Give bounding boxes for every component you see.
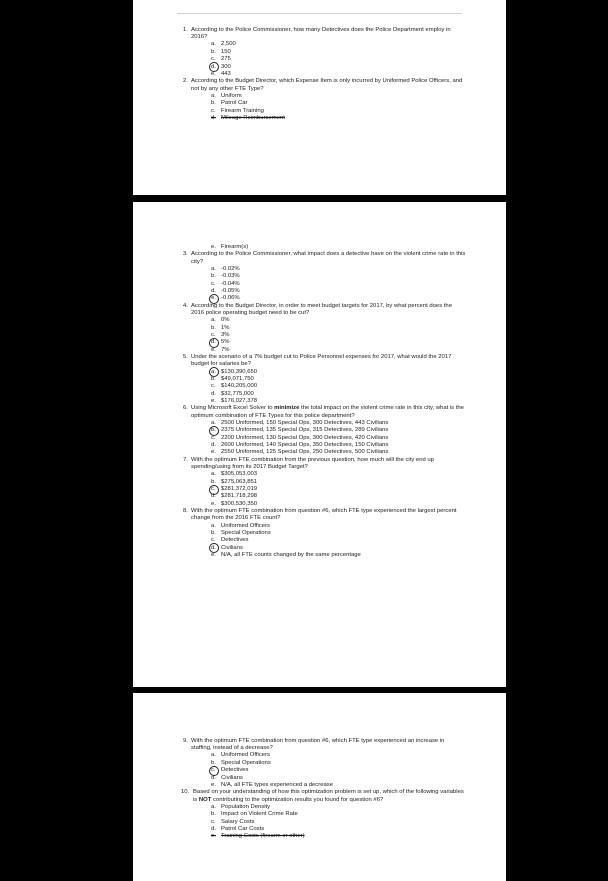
question-number: 3. (183, 251, 188, 258)
question-text: According to the Police Commissioner, how many Detectives does the Police Department employ in 2016? (191, 27, 451, 41)
option-d: d. 2600 Uniformed, 140 Special Ops, 350 Detectives, 150 Civilians (211, 442, 389, 449)
option-d: d. $32,775,000 (211, 390, 254, 397)
option-c: c. Detectives (211, 537, 249, 544)
question-number: 5. (183, 354, 188, 361)
option-a: a. -0.02% (211, 265, 240, 272)
document-page-3 (133, 693, 506, 881)
question-5 (183, 354, 466, 405)
option-e: e. Firearm(s) (211, 244, 249, 250)
question-2-continued (183, 244, 466, 251)
question-text: Based on your understanding of how this optimization problem is set up, which of the following variables is NOT contributing to the optimization results you found for question #6? (193, 789, 464, 803)
option-b: b. $49,071,750 (211, 375, 254, 382)
question-text: Using Microsoft Excel Solver to minimize the total impact on the violent crime rate in this city, what is the optimum combination of FTE Types for this police department? (191, 405, 464, 419)
option-b: b. Special Operations (211, 529, 271, 536)
option-e: e. 2550 Uniformed, 125 Special Ops, 250 Detectives, 500 Civilians (211, 449, 389, 456)
option-d: d. $281,718,298 (211, 493, 258, 500)
question-number: 8. (183, 508, 188, 515)
option-e: e. 443 (211, 70, 231, 77)
option-c: c. 3% (211, 331, 230, 338)
question-4 (183, 303, 466, 354)
option-d-circled: d. 5% (211, 339, 230, 346)
question-number: 7. (183, 456, 188, 463)
header-rule (177, 13, 462, 14)
option-c: c. Firearm Training (211, 107, 264, 114)
option-d-struck: d. Mileage Reimbursement (211, 114, 285, 121)
question-text: With the optimum FTE combination from question #6, which FTE type experienced the largest percent change from the 2016 FTE count? (191, 508, 457, 522)
option-e: e. N/A, all FTE counts changed by the same percentage (211, 552, 361, 559)
option-b: b. $275,063,851 (211, 478, 258, 485)
question-1 (183, 27, 466, 78)
document-page-1 (133, 0, 506, 195)
question-6 (183, 405, 466, 456)
question-number: 1. (183, 27, 188, 33)
question-number: 4. (183, 302, 188, 309)
option-d-circled: d. 300 (211, 63, 231, 70)
question-number: 6. (183, 405, 188, 412)
question-2 (183, 78, 466, 122)
option-c: c. Salary Costs (211, 818, 255, 825)
option-b-circled: b. 2375 Uniformed, 135 Special Ops, 315 Detectives, 289 Civilians (211, 427, 389, 434)
option-a: a. Uniformed Officers (211, 752, 270, 759)
document-page-2 (133, 202, 506, 687)
option-e: e. $176,027,378 (211, 398, 258, 405)
option-c: c. $140,205,000 (211, 383, 258, 390)
question-text: According to the Budget Director, which Expense Item is only incurred by Uniformed Police Officers, and not by any other FTE Type? (191, 78, 463, 92)
option-d: d. -0.05% (211, 287, 240, 294)
option-a: a. 2,500 (211, 41, 236, 48)
option-c-circled: c. $281,372,019 (211, 486, 258, 493)
option-c-circled: c. Detectives (211, 767, 249, 774)
question-number: 10. (181, 789, 190, 796)
option-a-circled: a. $130,390,650 (211, 368, 258, 375)
question-8 (183, 508, 466, 559)
question-text: According to the Budget Director, in order to meet budget targets for 2017, by what percent does the 2016 police operating budget need to be cut? (191, 302, 452, 316)
option-b: b. -0.03% (211, 273, 240, 280)
question-text: With the optimum FTE combination from question #6, which FTE type experienced an increase in staffing, instead of a decrease? (191, 738, 445, 752)
question-3 (183, 251, 466, 302)
emphasis-text: minimize (274, 405, 300, 412)
option-e-struck: e. Training Costs (firearm or other) (211, 833, 305, 840)
option-b: b. 150 (211, 48, 231, 55)
question-9 (183, 738, 466, 789)
option-b: b. Special Operations (211, 759, 271, 766)
page-3-content (183, 738, 466, 841)
option-d: d. Patrol Car Costs (211, 825, 265, 832)
question-text: With the optimum FTE combination from the previous question, how much will the city end up spending/using from its 2017 Budget Target? (191, 456, 434, 471)
option-c: c. 2200 Uniformed, 130 Special Ops, 300 Detectives, 420 Civilians (211, 434, 389, 441)
question-text: According to the Police Commissioner, what impact does a detective have on the violent crime rate in this city? (191, 251, 466, 265)
option-d: d. Civilians (211, 774, 243, 781)
option-a: a. Population Density (211, 803, 271, 810)
option-e: e. N/A, all FTE types experienced a decrease (211, 781, 333, 788)
option-e-circled: e. -0.06% (211, 295, 240, 302)
option-b: b. 1% (211, 324, 230, 331)
emphasis-text: NOT (198, 796, 212, 803)
option-d-circled: d. Civilians (211, 544, 243, 551)
option-b: b. Patrol Car (211, 100, 248, 107)
option-e: e. 7% (211, 346, 230, 353)
option-b: b. Impact on Violent Crime Rate (211, 811, 298, 818)
option-a: a. Uniformed Officers (211, 522, 270, 529)
question-7 (183, 457, 466, 508)
page-2-content (183, 244, 466, 560)
question-number: 9. (183, 738, 188, 744)
option-a: a. Uniform (211, 92, 242, 99)
question-text: Under the scenario of a 7% budget cut to Police Personnel expenses for 2017, what would the 2017 budget for salaries be? (191, 354, 452, 368)
option-a: a. $305,053,003 (211, 471, 258, 478)
question-10 (183, 789, 466, 840)
option-c: c. 275 (211, 56, 231, 63)
question-number: 2. (183, 78, 188, 85)
option-a: a. 2500 Uniformed, 150 Special Ops, 300 Detectives, 443 Civilians (211, 419, 389, 426)
option-c: c. -0.04% (211, 280, 240, 287)
option-a: a. 0% (211, 317, 230, 324)
option-e: e. $300,530,350 (211, 500, 258, 507)
page-1-content (183, 27, 466, 122)
